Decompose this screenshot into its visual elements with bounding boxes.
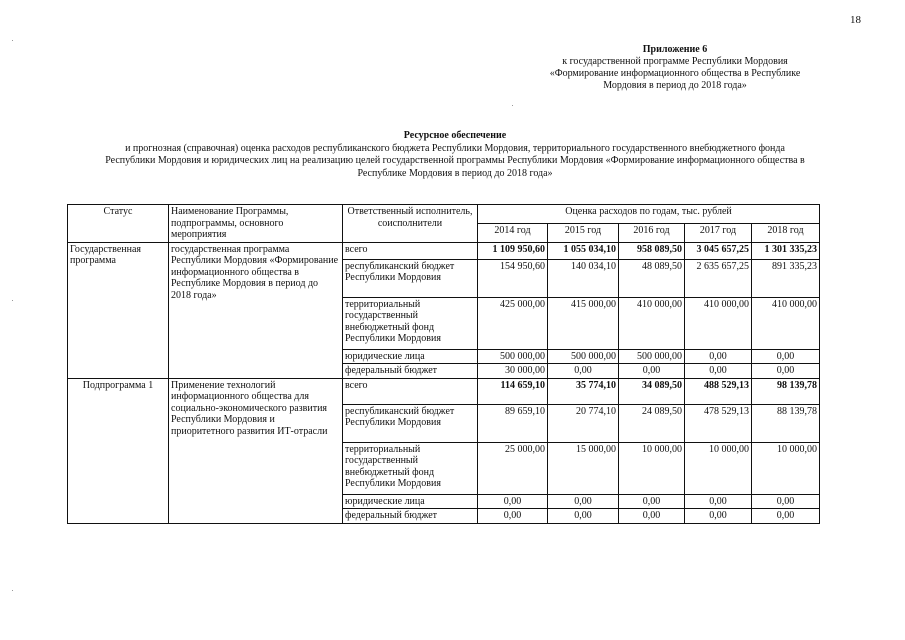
value-cell: 154 950,60 [478,259,548,297]
heading-line: и прогнозная (справочная) оценка расходов республиканского бюджета Республики Мордовия, территориального государственного внебюджетного фонда [125,142,785,154]
value-cell: 0,00 [548,364,619,379]
value-cell: 425 000,00 [478,297,548,349]
header-year: 2016 год [619,223,685,242]
appendix-line: «Формирование информационного общества в Республике [549,68,801,79]
source-cell: территориальный государственный внебюджетный фонд Республики Мордовия [343,442,478,494]
value-cell: 1 301 335,23 [752,242,820,259]
header-status: Статус [68,205,169,243]
header-year: 2018 год [752,223,820,242]
header-year: 2014 год [478,223,548,242]
value-cell: 478 529,13 [685,404,752,442]
value-cell: 415 000,00 [548,297,619,349]
value-cell: 0,00 [478,494,548,509]
value-cell: 98 139,78 [752,378,820,404]
source-cell: республиканский бюджет Республики Мордовия [343,404,478,442]
value-cell: 88 139,78 [752,404,820,442]
value-cell: 0,00 [685,364,752,379]
source-cell: юридические лица [343,349,478,364]
header-executor: Ответственный исполнитель, соисполнители [343,205,478,243]
value-cell: 1 109 950,60 [478,242,548,259]
value-cell: 1 055 034,10 [548,242,619,259]
program-name-cell: государственная программа Республики Мордовия «Формирование информационного общества в Республике Мордовия в период до 2018 года» [169,242,343,378]
value-cell: 10 000,00 [752,442,820,494]
value-cell: 25 000,00 [478,442,548,494]
source-cell: юридические лица [343,494,478,509]
appendix-title: Приложение 6 [642,44,708,55]
header-year: 2017 год [685,223,752,242]
source-cell: республиканский бюджет Республики Мордовия [343,259,478,297]
table-row [68,242,820,259]
value-cell: 500 000,00 [548,349,619,364]
status-cell: Подпрограмма 1 [68,378,169,523]
value-cell: 500 000,00 [478,349,548,364]
value-cell: 140 034,10 [548,259,619,297]
document-heading [60,130,850,180]
value-cell: 410 000,00 [752,297,820,349]
value-cell: 34 089,50 [619,378,685,404]
scan-mark [12,300,13,301]
value-cell: 0,00 [685,509,752,524]
source-cell: всего [343,242,478,259]
status-cell: Государственная программа [68,242,169,378]
value-cell: 114 659,10 [478,378,548,404]
scan-mark [12,590,13,591]
value-cell: 0,00 [752,509,820,524]
value-cell: 0,00 [619,494,685,509]
appendix-block [520,44,830,92]
program-name-cell: Применение технологий информационного общества для социально-экономического развития Республики Мордовия и приоритетного развития ИТ-отрасли [169,378,343,523]
header-name: Наименование Программы, подпрограммы, основного мероприятия [169,205,343,243]
heading-line: Республики Мордовия и юридических лиц на реализацию целей государственной программы Республики Мордовия «Формирование информационного общества в [105,155,805,166]
header-year: 2015 год [548,223,619,242]
appendix-line: Мордовия в период до 2018 года» [603,80,747,91]
heading-title: Ресурсное обеспечение [403,130,507,141]
heading-line: Республике Мордовия в период до 2018 года» [357,167,553,179]
value-cell: 10 000,00 [619,442,685,494]
value-cell: 0,00 [752,364,820,379]
header-estimate: Оценка расходов по годам, тыс. рублей [478,205,820,224]
table-row [68,378,820,404]
value-cell: 0,00 [752,494,820,509]
value-cell: 958 089,50 [619,242,685,259]
value-cell: 500 000,00 [619,349,685,364]
value-cell: 410 000,00 [619,297,685,349]
resource-table [67,204,820,524]
value-cell: 3 045 657,25 [685,242,752,259]
value-cell: 0,00 [619,509,685,524]
value-cell: 0,00 [752,349,820,364]
source-cell: федеральный бюджет [343,364,478,379]
value-cell: 89 659,10 [478,404,548,442]
source-cell: территориальный государственный внебюджетный фонд Республики Мордовия [343,297,478,349]
value-cell: 0,00 [685,494,752,509]
source-cell: федеральный бюджет [343,509,478,524]
source-cell: всего [343,378,478,404]
value-cell: 2 635 657,25 [685,259,752,297]
value-cell: 410 000,00 [685,297,752,349]
value-cell: 0,00 [685,349,752,364]
value-cell: 0,00 [548,509,619,524]
value-cell: 891 335,23 [752,259,820,297]
value-cell: 0,00 [548,494,619,509]
scan-mark [12,40,13,41]
page-number: 18 [850,14,861,26]
value-cell: 15 000,00 [548,442,619,494]
value-cell: 488 529,13 [685,378,752,404]
value-cell: 24 089,50 [619,404,685,442]
appendix-line: к государственной программе Республики Мордовия [562,56,788,67]
scan-mark [512,105,513,106]
value-cell: 48 089,50 [619,259,685,297]
value-cell: 30 000,00 [478,364,548,379]
value-cell: 20 774,10 [548,404,619,442]
value-cell: 35 774,10 [548,378,619,404]
value-cell: 10 000,00 [685,442,752,494]
value-cell: 0,00 [619,364,685,379]
value-cell: 0,00 [478,509,548,524]
